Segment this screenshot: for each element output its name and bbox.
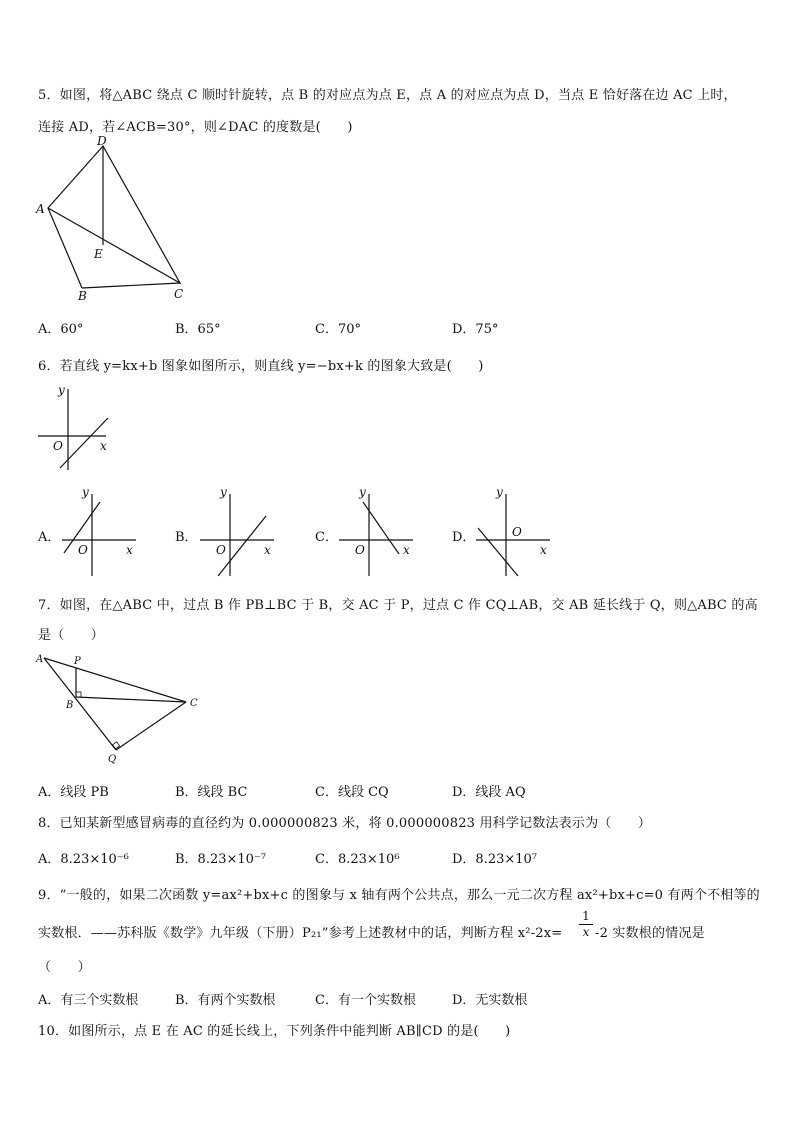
- q6-ref-axis-y: y: [58, 383, 65, 397]
- q6-option-c-label[interactable]: C．: [315, 530, 338, 545]
- q9-text-line3: （ ）: [38, 960, 91, 975]
- q8-option-a[interactable]: A．8.23×10⁻⁶: [38, 852, 129, 867]
- q6-option-d-label[interactable]: D．: [452, 530, 476, 545]
- q6-d-axis-x: x: [540, 543, 547, 557]
- q5-text-line2: 连接 AD，若∠ACB=30°，则∠DAC 的度数是( ): [38, 120, 353, 135]
- q7-label-C: C: [190, 698, 198, 709]
- q7-label-A: A: [36, 654, 44, 665]
- q6-reference-graph: [36, 384, 126, 474]
- q7-option-c[interactable]: C．线段 CQ: [315, 785, 389, 800]
- q9-option-b[interactable]: B．有两个实数根: [175, 993, 276, 1008]
- q5-label-A: A: [36, 202, 45, 216]
- q8-option-d[interactable]: D．8.23×10⁷: [452, 852, 538, 867]
- q6-d-axis-y: y: [496, 485, 503, 499]
- q6-ref-origin: O: [53, 439, 63, 453]
- q6-text-line1: 6．若直线 y=kx+b 图象如图所示，则直线 y=−bx+k 的图象大致是( ): [38, 359, 484, 374]
- q5-figure: [34, 136, 194, 304]
- q6-a-origin: O: [78, 543, 88, 557]
- q5-option-c[interactable]: C．70°: [315, 322, 361, 337]
- q5-option-d[interactable]: D．75°: [452, 322, 499, 337]
- q6-c-axis-y: y: [359, 485, 366, 499]
- q8-text-line1: 8．已知某新型感冒病毒的直径约为 0.000000823 米，将 0.000000823 用科学记数法表示为（ ）: [38, 816, 652, 831]
- q7-option-b[interactable]: B．线段 BC: [175, 785, 248, 800]
- q7-label-B: B: [66, 700, 74, 711]
- q6-c-origin: O: [355, 543, 365, 557]
- q6-a-axis-y: y: [82, 485, 89, 499]
- q6-option-d-graph[interactable]: [474, 485, 554, 578]
- q5-label-E: E: [94, 247, 103, 261]
- q5-text-line1: 5．如图，将△ABC 绕点 C 顺时针旋转，点 B 的对应点为点 E，点 A 的对应点为点 D，当点 E 恰好落在边 AC 上时，: [38, 88, 737, 103]
- q5-option-a[interactable]: A．60°: [38, 322, 84, 337]
- q9-text-line2b: -2 实数根的情况是: [595, 926, 705, 941]
- q10-text-line1: 10．如图所示，点 E 在 AC 的延长线上，下列条件中能判断 AB∥CD 的是( ): [38, 1024, 511, 1039]
- q9-option-d[interactable]: D．无实数根: [452, 993, 528, 1008]
- q6-option-c-graph[interactable]: [337, 485, 417, 578]
- q6-option-b-label[interactable]: B．: [175, 530, 198, 545]
- q6-option-a-graph[interactable]: [60, 485, 140, 578]
- q7-text-line2: 是（ ）: [38, 628, 105, 643]
- q8-option-c[interactable]: C．8.23×10⁶: [315, 852, 400, 867]
- q9-fraction-denominator: x: [582, 925, 590, 939]
- q8-option-b[interactable]: B．8.23×10⁻⁷: [175, 852, 267, 867]
- q6-b-axis-y: y: [220, 485, 227, 499]
- q7-option-d[interactable]: D．线段 AQ: [452, 785, 526, 800]
- q7-option-a[interactable]: A．线段 PB: [38, 785, 109, 800]
- q9-option-a[interactable]: A．有三个实数根: [38, 993, 139, 1008]
- q5-label-B: B: [78, 289, 87, 303]
- q6-c-axis-x: x: [403, 543, 410, 557]
- q6-b-origin: O: [216, 543, 226, 557]
- q7-text-line1: 7．如图，在△ABC 中，过点 B 作 PB⊥BC 于 B，交 AC 于 P，过点 C 作 CQ⊥AB，交 AB 延长线于 Q，则△ABC 的高: [38, 598, 758, 613]
- q9-fraction-numerator: 1: [579, 909, 593, 925]
- q7-figure: [34, 650, 214, 765]
- q5-label-C: C: [174, 287, 184, 301]
- q9-text-line2a: 实数根．——苏科版《数学》九年级（下册）P₂₁”参考上述教材中的话，判断方程 x²-2x=: [38, 926, 563, 941]
- q6-option-b-graph[interactable]: [198, 485, 278, 578]
- q6-a-axis-x: x: [126, 543, 133, 557]
- q7-label-P: P: [74, 656, 81, 667]
- q9-option-c[interactable]: C．有一个实数根: [315, 993, 416, 1008]
- q6-option-a-label[interactable]: A．: [38, 530, 61, 545]
- q6-ref-axis-x: x: [100, 439, 107, 453]
- q9-text-line1: 9．“一般的，如果二次函数 y=ax²+bx+c 的图象与 x 轴有两个公共点，那么一元二次方程 ax²+bx+c=0 有两个不相等的: [38, 888, 760, 903]
- q7-label-Q: Q: [108, 754, 117, 765]
- q9-fraction: [579, 909, 593, 940]
- q5-label-D: D: [97, 134, 107, 148]
- q6-b-axis-x: x: [264, 543, 271, 557]
- q5-option-b[interactable]: B．65°: [175, 322, 221, 337]
- q6-d-origin: O: [512, 525, 522, 539]
